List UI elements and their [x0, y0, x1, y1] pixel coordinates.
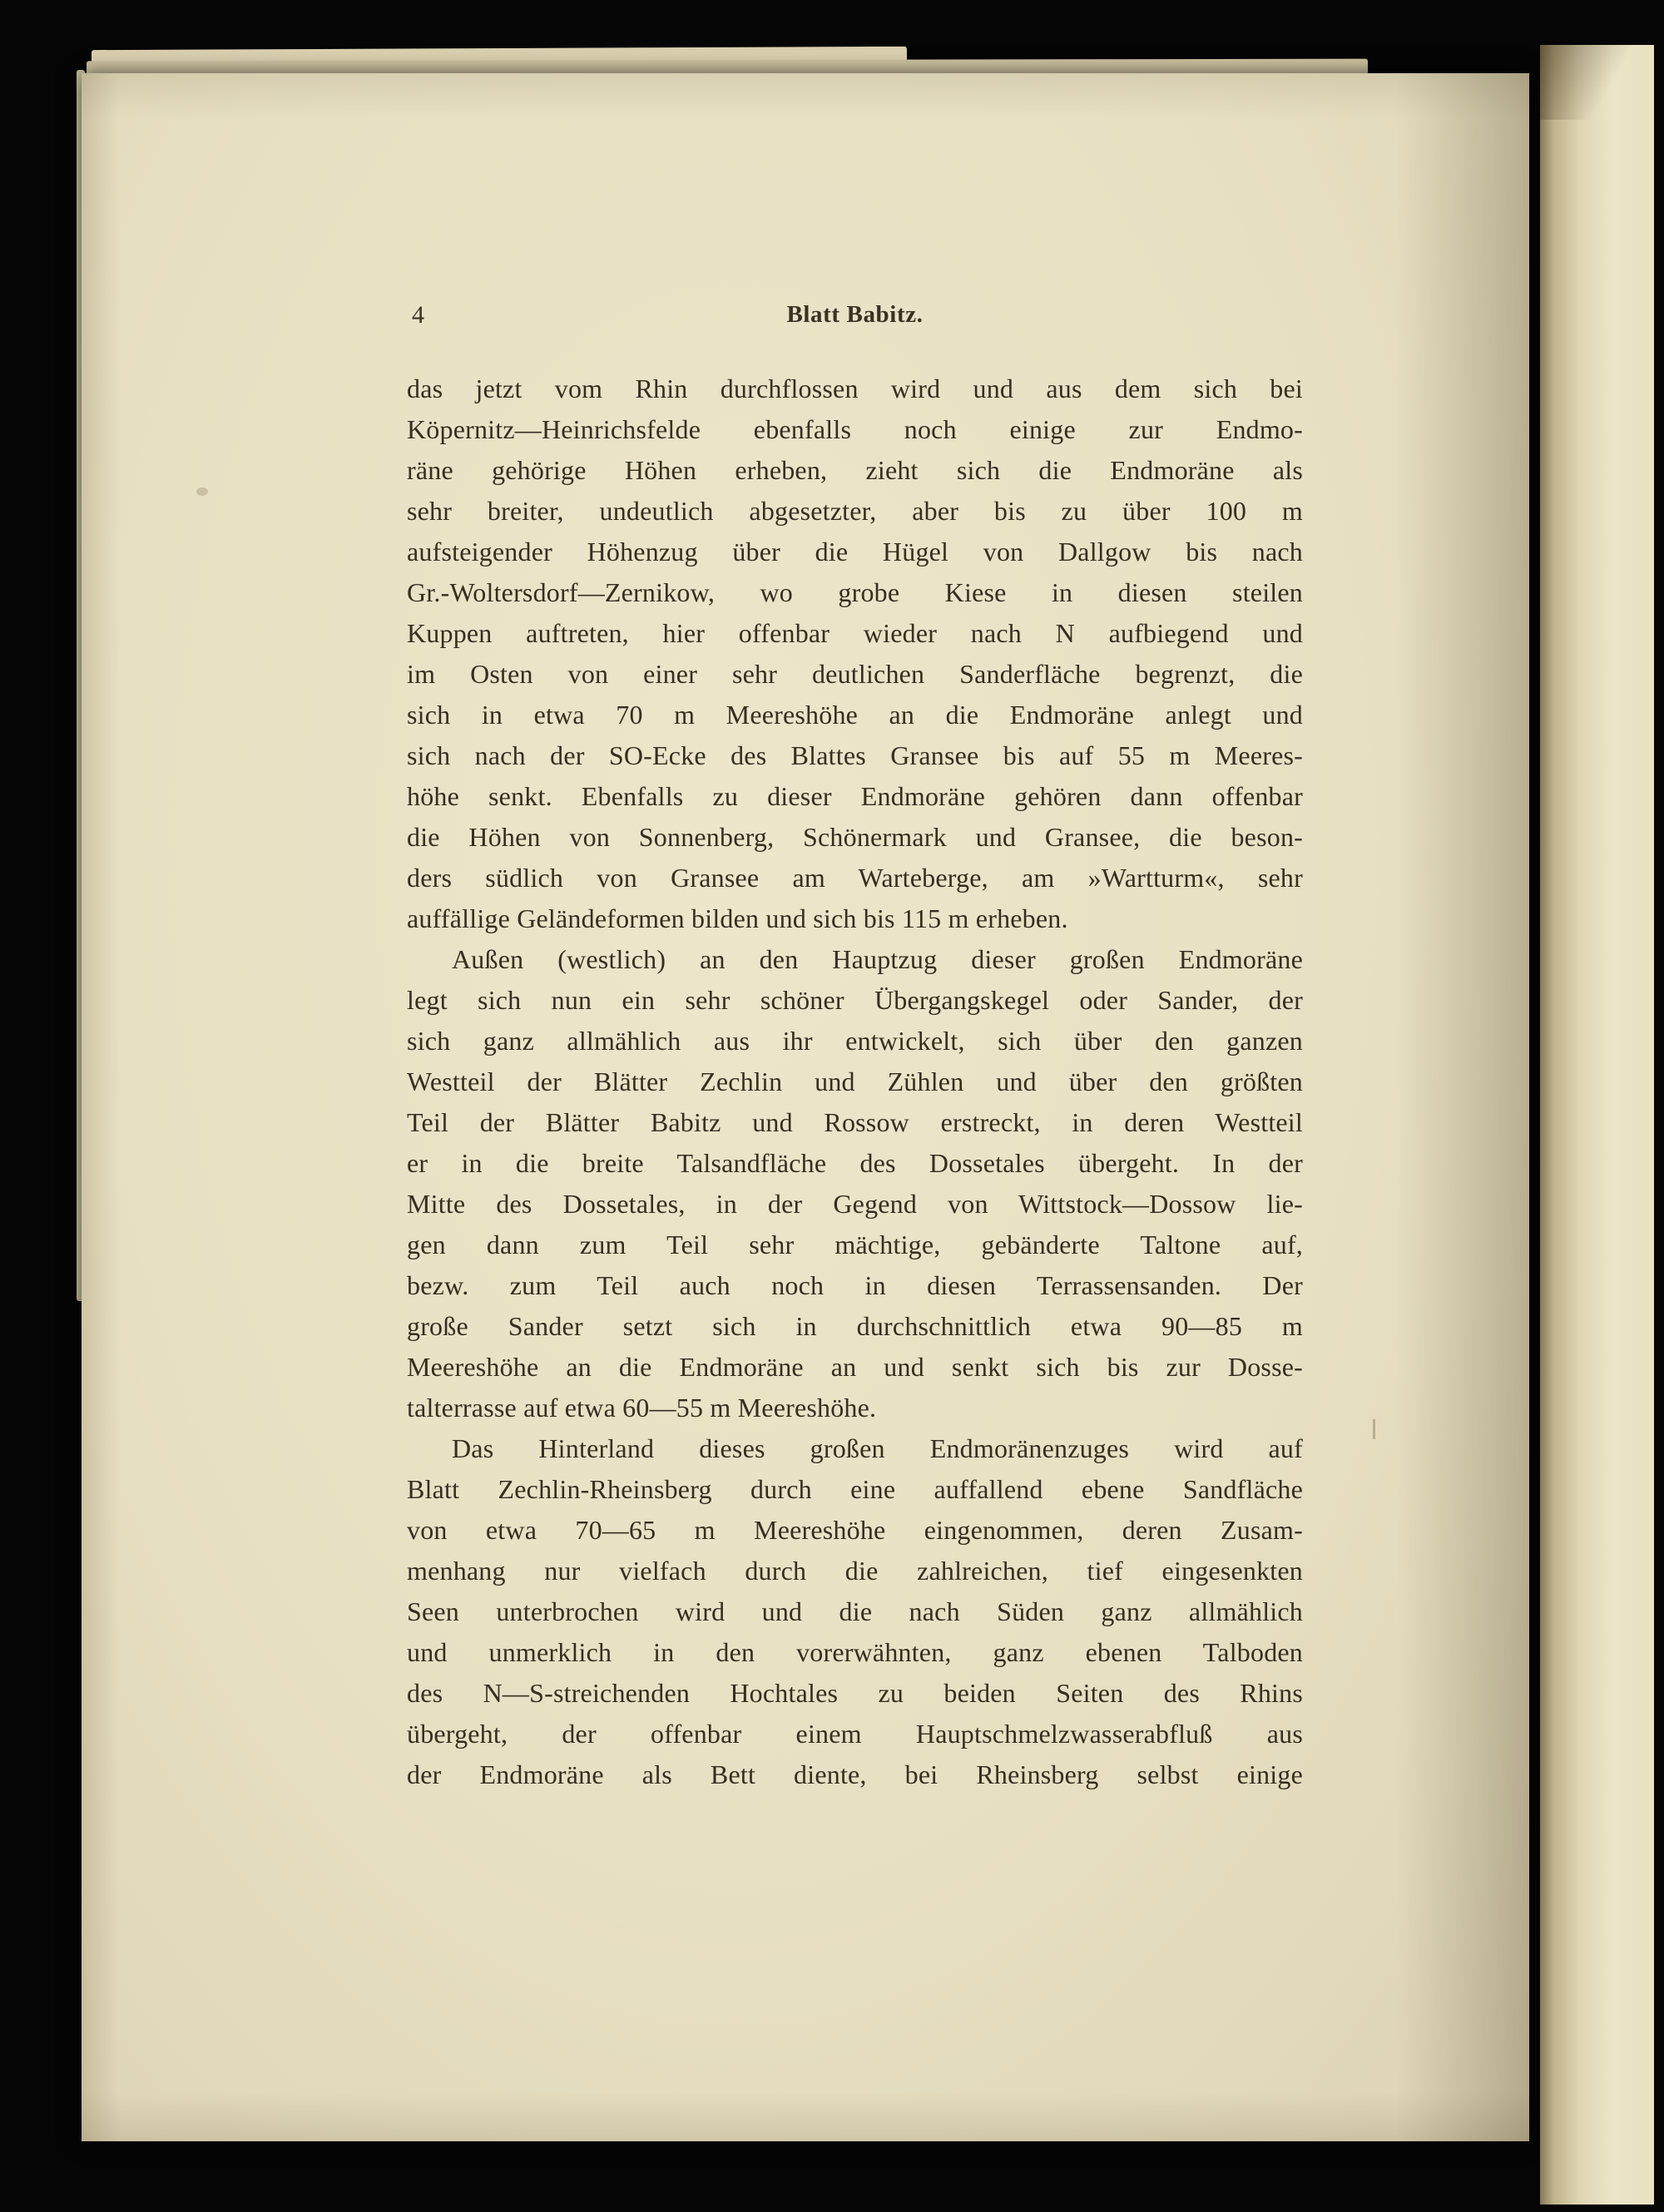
body-text [407, 369, 1303, 1795]
text-line: bezw. zum Teil auch noch in diesen Terrassensanden. Der [407, 1270, 1303, 1300]
text-line: Mitte des Dossetales, in der Gegend von Wittstock—Dossow lie- [407, 1189, 1303, 1219]
text-line: Meereshöhe an die Endmoräne an und senkt sich bis zur Dosse- [407, 1352, 1303, 1382]
next-page-edge [1540, 45, 1654, 2205]
text-line: Köpernitz—Heinrichsfelde ebenfalls noch einige zur Endmo- [407, 414, 1303, 444]
scan-smudge [196, 487, 208, 496]
text-line: von etwa 70—65 m Meereshöhe eingenommen, deren Zusam- [407, 1515, 1303, 1545]
text-line: Seen unterbrochen wird und die nach Süden ganz allmählich [407, 1596, 1303, 1626]
text-line: sehr breiter, undeutlich abgesetzter, aber bis zu über 100 m [407, 496, 1303, 526]
text-line: sich in etwa 70 m Meereshöhe an die Endmoräne anlegt und [407, 700, 1303, 730]
text-line: talterrasse auf etwa 60—55 m Meereshöhe. [407, 1393, 877, 1423]
paragraph [407, 369, 1303, 939]
text-line: räne gehörige Höhen erheben, zieht sich die Endmoräne als [407, 455, 1303, 485]
running-title: Blatt Babitz. [786, 301, 924, 328]
text-line: menhang nur vielfach durch die zahlreichen, tief eingesenkten [407, 1556, 1303, 1586]
paragraph [407, 939, 1303, 1428]
scan-mark [1373, 1419, 1375, 1439]
text-line: der Endmoräne als Bett diente, bei Rheinsberg selbst einige [407, 1759, 1303, 1789]
text-line: höhe senkt. Ebenfalls zu dieser Endmoräne gehören dann offenbar [407, 781, 1303, 811]
folio-line [407, 299, 1303, 336]
text-line: gen dann zum Teil sehr mächtige, gebänderte Taltone auf, [407, 1230, 1303, 1259]
page-number: 4 [412, 301, 424, 329]
text-line: sich nach der SO-Ecke des Blattes Gransee bis auf 55 m Meeres- [407, 740, 1303, 770]
text-line: auffällige Geländeformen bilden und sich bis 115 m erheben. [407, 903, 1068, 933]
text-line: sich ganz allmählich aus ihr entwickelt, sich über den ganzen [407, 1026, 1303, 1056]
text-line: er in die breite Talsandfläche des Dossetales übergeht. In der [407, 1148, 1303, 1178]
text-line: Gr.-Woltersdorf—Zernikow, wo grobe Kiese in diesen steilen [407, 577, 1303, 607]
text-line: Westteil der Blätter Zechlin und Zühlen und über den größten [407, 1066, 1303, 1096]
text-line: die Höhen von Sonnenberg, Schönermark und Gransee, die beson- [407, 822, 1303, 852]
text-line: Außen (westlich) an den Hauptzug dieser großen Endmoräne [452, 944, 1303, 974]
text-line: und unmerklich in den vorerwähnten, ganz ebenen Talboden [407, 1637, 1303, 1667]
text-line: legt sich nun ein sehr schöner Übergangskegel oder Sander, der [407, 985, 1303, 1015]
paragraph [407, 1428, 1303, 1795]
text-line: Kuppen auftreten, hier offenbar wieder nach N aufbiegend und [407, 618, 1303, 648]
text-line: aufsteigender Höhenzug über die Hügel von Dallgow bis nach [407, 537, 1303, 567]
text-line: des N—S-streichenden Hochtales zu beiden Seiten des Rhins [407, 1678, 1303, 1708]
book-page [82, 73, 1529, 2141]
text-line: übergeht, der offenbar einem Hauptschmelzwasserabfluß aus [407, 1719, 1303, 1749]
text-line: große Sander setzt sich in durchschnittlich etwa 90—85 m [407, 1311, 1303, 1341]
text-line: im Osten von einer sehr deutlichen Sanderfläche begrenzt, die [407, 659, 1303, 689]
text-line: das jetzt vom Rhin durchflossen wird und aus dem sich bei [407, 374, 1303, 403]
text-line: ders südlich von Gransee am Warteberge, am »Wartturm«, sehr [407, 863, 1303, 893]
text-line: Teil der Blätter Babitz und Rossow erstreckt, in deren Westteil [407, 1107, 1303, 1137]
text-line: Das Hinterland dieses großen Endmoränenzuges wird auf [452, 1433, 1303, 1463]
text-line: Blatt Zechlin-Rheinsberg durch eine auffallend ebene Sandfläche [407, 1474, 1303, 1504]
